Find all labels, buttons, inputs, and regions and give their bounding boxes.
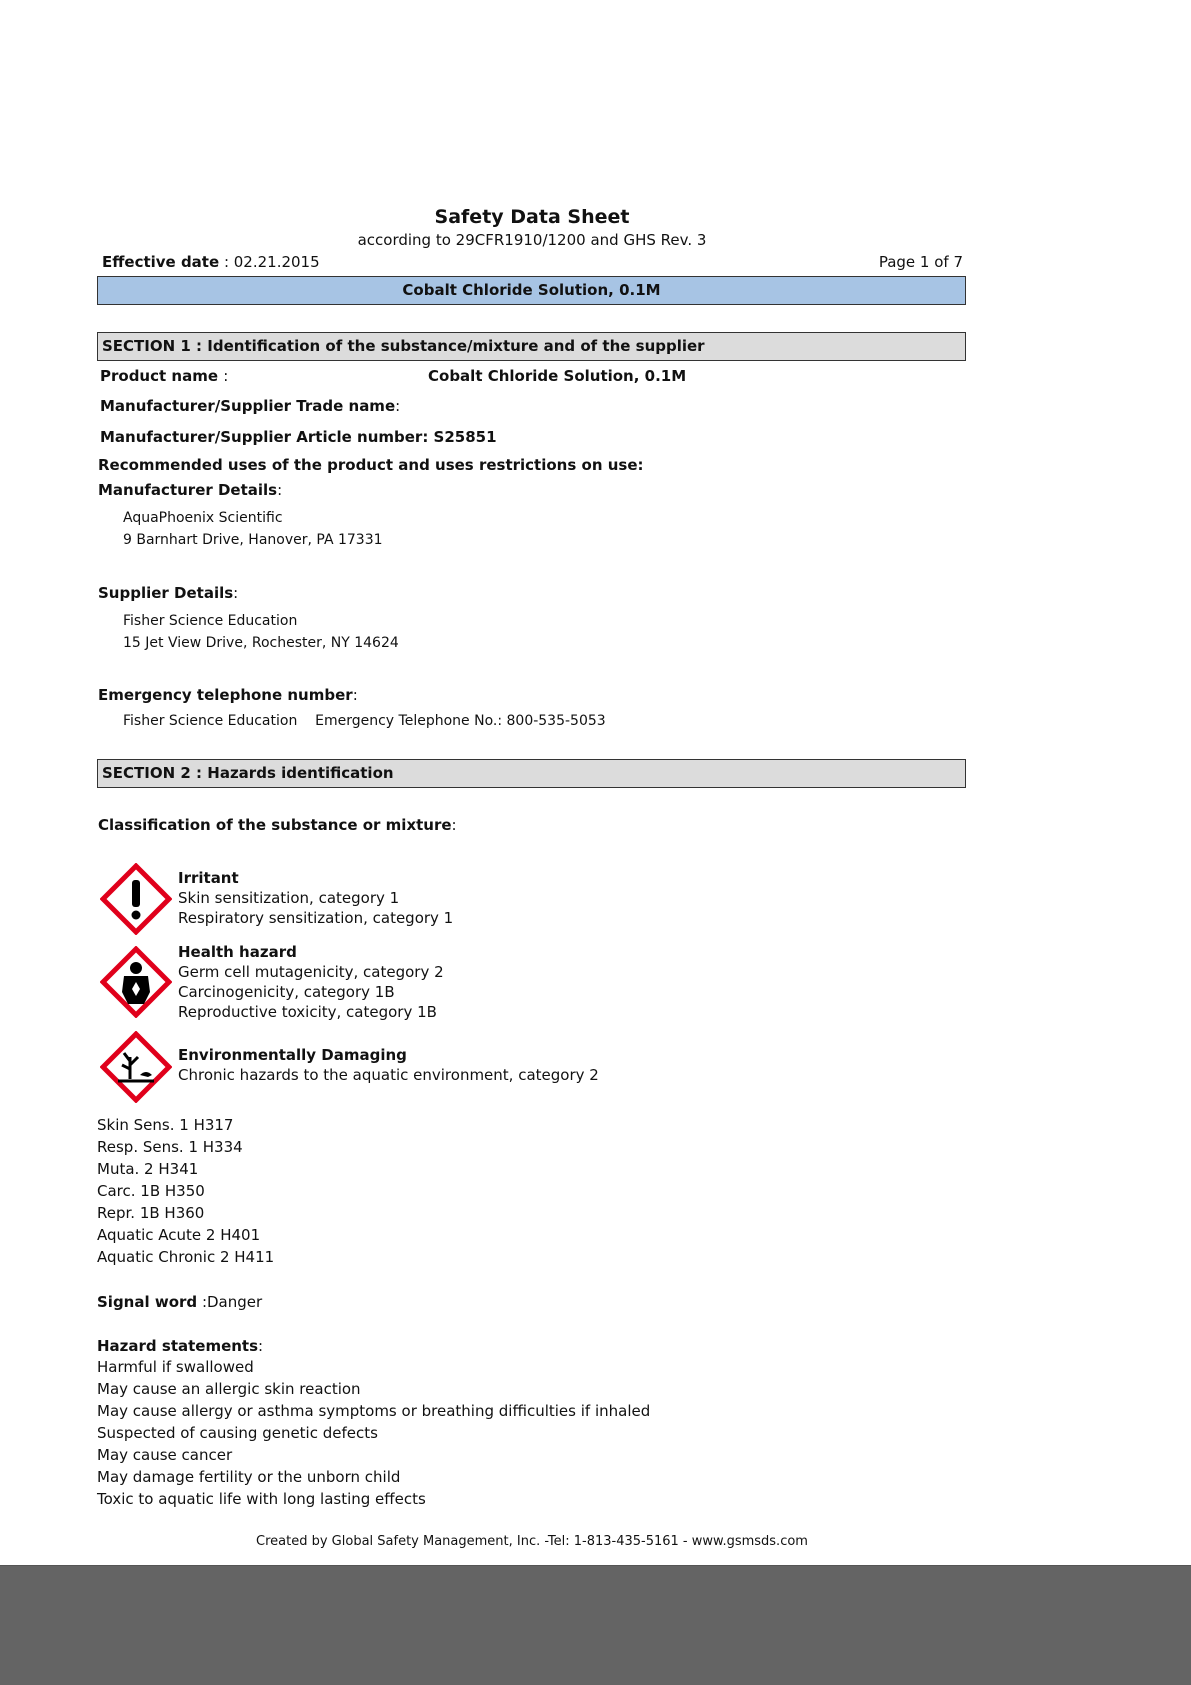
- manufacturer-details-label: Manufacturer Details:: [98, 481, 283, 499]
- effective-date-label: Effective date: [102, 253, 220, 271]
- trade-name-label: Manufacturer/Supplier Trade name:: [100, 397, 401, 415]
- hazard-code: Resp. Sens. 1 H334: [97, 1138, 243, 1156]
- signal-word-label: Signal word: [97, 1293, 198, 1311]
- effective-date: [102, 253, 320, 271]
- hazard-code: Aquatic Chronic 2 H411: [97, 1248, 275, 1266]
- product-banner: Cobalt Chloride Solution, 0.1M: [97, 276, 966, 305]
- hazard-code: Muta. 2 H341: [97, 1160, 199, 1178]
- emergency-phone-line: Fisher Science Education Emergency Telephone No.: 800-535-5053: [123, 713, 606, 729]
- hazard-code: Aquatic Acute 2 H401: [97, 1226, 261, 1244]
- hazard-line: Germ cell mutagenicity, category 2: [178, 963, 444, 981]
- article-number: Manufacturer/Supplier Article number: S25851: [100, 428, 497, 446]
- hazard-statement: May damage fertility or the unborn child: [97, 1468, 401, 1486]
- section-1-heading: SECTION 1 : Identification of the substance/mixture and of the supplier: [97, 332, 966, 361]
- hazard-title-environment: Environmentally Damaging: [178, 1046, 407, 1064]
- hazard-code: Skin Sens. 1 H317: [97, 1116, 234, 1134]
- hazard-line: Respiratory sensitization, category 1: [178, 909, 454, 927]
- page-number: Page 1 of 7: [878, 253, 963, 271]
- hazard-code: Repr. 1B H360: [97, 1204, 205, 1222]
- hazard-statements-label: Hazard statements:: [97, 1337, 264, 1355]
- manufacturer-address: 9 Barnhart Drive, Hanover, PA 17331: [123, 532, 383, 548]
- hazard-statement: Toxic to aquatic life with long lasting effects: [97, 1490, 426, 1508]
- document-title: Safety Data Sheet: [434, 206, 630, 228]
- document-subtitle: according to 29CFR1910/1200 and GHS Rev. 3: [357, 231, 707, 249]
- hazard-statement: Suspected of causing genetic defects: [97, 1424, 378, 1442]
- hazard-statement: May cause cancer: [97, 1446, 233, 1464]
- supplier-name: Fisher Science Education: [123, 613, 298, 629]
- product-name-label: Product name :: [100, 367, 229, 385]
- supplier-details-label: Supplier Details:: [98, 584, 239, 602]
- hazard-statement: May cause an allergic skin reaction: [97, 1380, 361, 1398]
- classification-label: Classification of the substance or mixture:: [98, 816, 457, 834]
- hazard-code: Carc. 1B H350: [97, 1182, 205, 1200]
- product-name-value: Cobalt Chloride Solution, 0.1M: [428, 367, 687, 385]
- hazard-title-health: Health hazard: [178, 943, 297, 961]
- supplier-address: 15 Jet View Drive, Rochester, NY 14624: [123, 635, 399, 651]
- signal-word-value: :Danger: [201, 1293, 263, 1311]
- health-hazard-icon: [100, 946, 172, 1018]
- hazard-title-irritant: Irritant: [178, 869, 239, 887]
- hazard-line: Chronic hazards to the aquatic environment, category 2: [178, 1066, 599, 1084]
- effective-date-value: : 02.21.2015: [223, 253, 320, 271]
- emergency-phone-label: Emergency telephone number:: [98, 686, 358, 704]
- page-footer: Created by Global Safety Management, Inc. -Tel: 1-813-435-5161 - www.gsmsds.com: [256, 1534, 808, 1549]
- hazard-statement: Harmful if swallowed: [97, 1358, 254, 1376]
- hazard-statement: May cause allergy or asthma symptoms or breathing difficulties if inhaled: [97, 1402, 651, 1420]
- manufacturer-name: AquaPhoenix Scientific: [123, 510, 283, 526]
- hazard-line: Skin sensitization, category 1: [178, 889, 400, 907]
- section-2-heading: SECTION 2 : Hazards identification: [97, 759, 966, 788]
- environment-icon: [100, 1031, 172, 1103]
- signal-word: [97, 1293, 262, 1311]
- hazard-line: Reproductive toxicity, category 1B: [178, 1003, 437, 1021]
- hazard-line: Carcinogenicity, category 1B: [178, 983, 395, 1001]
- exclamation-mark-icon: [100, 863, 172, 935]
- recommended-uses-label: Recommended uses of the product and uses restrictions on use:: [98, 456, 644, 474]
- viewer-bottom-bar: [0, 1565, 1191, 1685]
